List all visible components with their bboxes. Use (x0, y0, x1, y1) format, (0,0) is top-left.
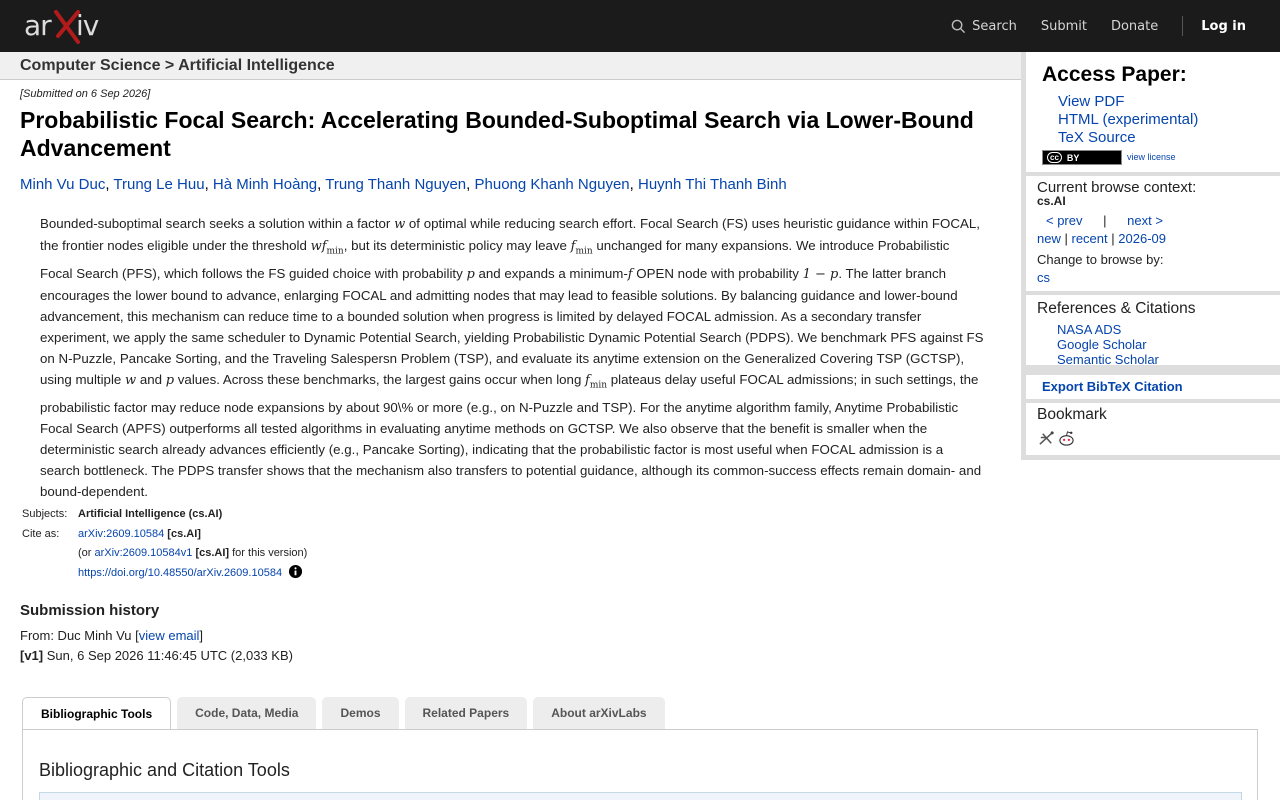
author-link[interactable]: Trung Thanh Nguyen (325, 176, 467, 193)
prev-next-row (1046, 213, 1163, 228)
math-fmin (570, 239, 593, 257)
version-line (20, 646, 293, 666)
author-link[interactable]: Trung Le Huu (113, 176, 205, 193)
breadcrumb-bar (0, 52, 1021, 80)
search-nav[interactable] (951, 19, 1017, 34)
search-nav-label: Search (972, 18, 1017, 34)
subjects-value (78, 508, 222, 520)
license-label: BY (1066, 152, 1080, 163)
arxiv-id-link[interactable]: arXiv:2609.10584 (78, 528, 165, 540)
author-list: Minh Vu Duc, Trung Le Huu, Hà Minh Hoàng, Trung Thanh Nguyen, Phuong Khanh Nguyen, Huynh Thi Thanh Binh (20, 176, 787, 193)
access-paper-box (1026, 52, 1280, 172)
month-link[interactable]: 2026-09 (1118, 231, 1166, 246)
tab-related-papers[interactable]: Related Papers (405, 697, 528, 729)
cite-label: Cite as: (22, 528, 60, 540)
cc-by-license-badge[interactable] (1042, 150, 1122, 165)
new-link[interactable]: new (1037, 231, 1061, 246)
arxiv-logo[interactable] (24, 6, 114, 46)
math-p: p (165, 373, 175, 389)
export-bibtex-link[interactable]: Export BibTeX Citation (1042, 379, 1183, 394)
nasa-ads-link[interactable]: NASA ADS (1057, 322, 1122, 337)
sidebar (1021, 52, 1280, 460)
html-link[interactable]: HTML (experimental) (1058, 111, 1199, 128)
tab-demos[interactable]: Demos (322, 697, 398, 729)
math-f: f (627, 266, 633, 282)
math-sub-min: min (589, 380, 608, 391)
search-icon (951, 19, 966, 34)
separator: | (1103, 213, 1107, 228)
submit-link[interactable]: Submit (1040, 18, 1087, 34)
next-link[interactable]: next > (1127, 213, 1163, 228)
abstract-text: of optimal while reducing search effort. Focal Search (FS) uses heuristic guidance within FOCAL, the frontier nodes eligible under the threshold (40, 216, 980, 254)
math-1-minus-p: 1 − p (802, 266, 839, 282)
cite-category: [cs.AI] (167, 528, 201, 540)
abstract-text: unchanged for many expansions. We introduce Probabilistic Focal Search (PFS), which follows the FS guided choice with probability (40, 238, 950, 281)
nav-divider (1182, 16, 1183, 36)
paper-title: Probabilistic Focal Search: Accelerating Bounded-Suboptimal Search via Lower-Bound Advancement (20, 107, 974, 161)
top-navbar (0, 0, 1280, 52)
subjects-label: Subjects: (22, 508, 68, 520)
version-date: Sun, 6 Sep 2026 11:46:45 UTC (2,033 KB) (46, 648, 293, 663)
math-f: f (585, 373, 590, 389)
arxiv-version-link[interactable]: arXiv:2609.10584v1 (94, 547, 193, 559)
math-f: f (570, 239, 576, 255)
donate-link[interactable]: Donate (1110, 18, 1159, 34)
math-sub-min: min (575, 246, 593, 257)
submitter-line (20, 626, 293, 646)
semantic-scholar-link[interactable]: Semantic Scholar (1057, 352, 1159, 367)
version-label[interactable]: [v1] (20, 648, 44, 663)
abstract-text: values. Across these benchmarks, the largest gains occur when long (177, 372, 582, 388)
change-browse-row (1037, 270, 1050, 285)
doi-link[interactable]: https://doi.org/10.48550/arXiv.2609.10584 (78, 567, 283, 579)
prev-link[interactable]: < prev (1046, 213, 1083, 228)
references-box (1026, 295, 1280, 365)
submission-history (20, 626, 293, 666)
tab-bibliographic-tools[interactable]: Bibliographic Tools (22, 697, 171, 731)
submitter-bracket: ] (199, 628, 204, 643)
google-scholar-link[interactable]: Google Scholar (1057, 337, 1147, 352)
cite-or: (or (78, 547, 92, 559)
tex-source-link[interactable]: TeX Source (1058, 129, 1136, 146)
math-fmin (585, 373, 608, 391)
abstract-text: and expands a minimum- (478, 265, 628, 281)
cc-icon: cc (1047, 152, 1062, 163)
tab-panel (22, 729, 1258, 800)
abstract-text: plateaus delay useful FOCAL admissions; in such settings, the probabilistic factor may reduce node expansions by about 90\% or more (e.g., on N-Puzzle and TSP). For the anytime algorithm family, Anytime Probabilistic Focal Search (APFS) outperforms all tested algorithms in evaluating anytime methods on GCTSP. We also observe that the benefit is smaller when the deterministic search already advances efficiently (e.g., Pancake Sorting), indicating that the probabilistic factor is most useful when FOCAL admission is a search bottleneck. The PDPS transfer shows that the mechanism also transfers to potential guidance, although its common-success effects remain domain- and bound-dependent. (40, 372, 982, 500)
abstract-text: Bounded-suboptimal search seeks a solution within a factor (40, 216, 391, 231)
bookmark-box (1026, 403, 1280, 455)
author-link[interactable]: Hà Minh Hoàng (212, 176, 318, 193)
bookmark-heading: Bookmark (1037, 406, 1107, 423)
cite-version-category: [cs.AI] (195, 547, 230, 559)
view-email-link[interactable]: view email (138, 628, 200, 643)
view-pdf-link[interactable]: View PDF (1058, 93, 1125, 110)
primary-subject: Artificial Intelligence (cs.AI) (78, 508, 223, 520)
panel-heading: Bibliographic and Citation Tools (39, 760, 290, 780)
view-license-link[interactable]: view license (1127, 152, 1176, 162)
tab-code-data-media[interactable]: Code, Data, Media (177, 697, 316, 729)
abstract (40, 213, 985, 502)
tab-about-arxivlabs[interactable]: About arXivLabs (533, 697, 664, 729)
submission-history-heading: Submission history (20, 602, 160, 619)
tool-tabs (22, 697, 671, 730)
math-p: p (466, 266, 475, 282)
browse-context-box (1026, 176, 1280, 291)
math-w: w (394, 217, 406, 232)
recent-link[interactable]: recent (1071, 231, 1108, 246)
export-box (1026, 375, 1280, 399)
cite-version (78, 547, 307, 559)
abstract-text: , but its deterministic policy may leave (343, 238, 567, 254)
separator: | (1111, 231, 1115, 246)
reddit-icon[interactable] (1058, 430, 1075, 447)
context-value: cs.AI (1037, 194, 1066, 208)
doi-row (78, 567, 303, 579)
author-link[interactable]: Huynh Thi Thanh Binh (637, 176, 787, 193)
abstract-text: . The latter branch encourages the lower bound to advance, enlarging FOCAL and admitting nodes that may lead to feasible solutions. By balancing guidance and lower-bound advancement, this mechanism can reduce time to a bounded solution when progress is limited by delayed FOCAL admission. As a secondary transfer experiment, we apply the same scheduler to Dynamic Potential Search, yielding Probabilistic Dynamic Potential Search (PDPS). We benchmark PFS against FS on N-Puzzle, Pancake Sorting, and the Traveling Salespersn Problem (TSP), and evaluate its anytime extension on the Generalized Covering TSP (GCTSP), using multiple (40, 265, 984, 388)
toggle-box (39, 792, 1242, 800)
bibsonomy-icon[interactable] (1038, 430, 1055, 447)
breadcrumb: Computer Science > Artificial Intelligence (20, 57, 335, 74)
math-sub-min: min (326, 246, 344, 257)
math-wfmin (310, 239, 344, 257)
abstract-text: and (139, 372, 163, 388)
separator: | (1064, 231, 1068, 246)
list-links-row (1037, 231, 1166, 246)
svg-text:iv: iv (76, 9, 99, 42)
references-heading: References & Citations (1037, 300, 1196, 317)
info-icon[interactable] (288, 564, 303, 579)
author-link[interactable]: Phuong Khanh Nguyen (474, 176, 630, 193)
math-wf: wf (310, 239, 327, 255)
submitter-text: From: Duc Minh Vu [ (20, 628, 139, 643)
submission-date: [Submitted on 6 Sep 2026] (20, 88, 151, 100)
cite-version-tail: for this version) (232, 547, 308, 559)
svg-text:ar: ar (24, 9, 51, 42)
math-w: w (125, 373, 137, 389)
author-link[interactable]: Minh Vu Duc (20, 176, 106, 193)
cs-link[interactable]: cs (1037, 270, 1050, 285)
cite-value (78, 528, 201, 540)
login-link[interactable]: Log in (1201, 18, 1246, 34)
access-heading: Access Paper: (1042, 63, 1187, 86)
change-browse-label: Change to browse by: (1037, 252, 1164, 267)
abstract-text: OPEN node with probability (636, 265, 799, 281)
context-heading: Current browse context: (1037, 179, 1197, 196)
